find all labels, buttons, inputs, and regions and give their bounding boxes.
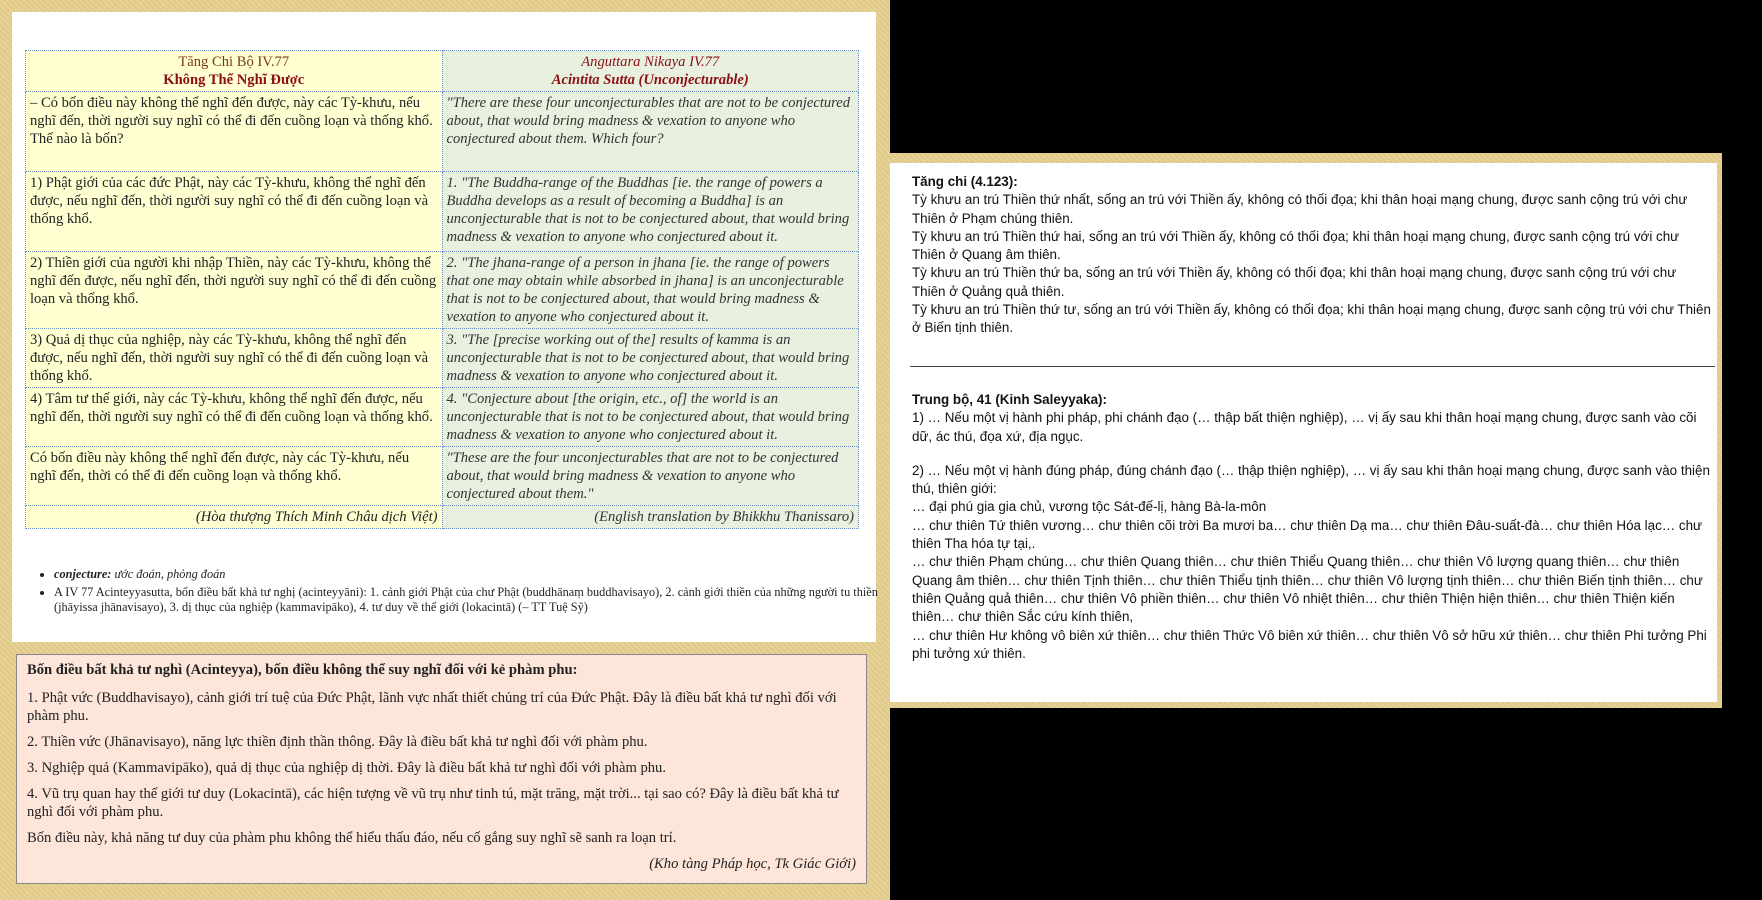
- en-cell: "There are these four unconjecturables that are not to be conjectured about, that would bring madness & vexation to anyone who conjectured about them. Which four?: [442, 92, 859, 172]
- sutta-sheet: [12, 12, 876, 642]
- summary-title: Bốn điều bất khả tư nghì (Acinteyya), bốn điều không thể suy nghĩ đối với kẻ phàm phu:: [27, 662, 578, 678]
- summary-item: Bốn điều này, khả năng tư duy của phàm phu không thể hiểu thấu đáo, nếu cố gắng suy nghĩ sẽ sanh ra loạn trí.: [27, 830, 677, 846]
- en-cell: 1. "The Buddha-range of the Buddhas [ie. the range of powers a Buddha develops as a result of becoming a Buddha] is an unconjecturable that is not to be conjectured about, that would bring madness & vexation to anyone who conjectured about it.: [442, 172, 859, 252]
- en-credit: (English translation by Bhikkhu Thanissaro): [442, 506, 859, 529]
- section-line: Tỳ khưu an trú Thiền thứ nhất, sống an trú với Thiền ấy, không có thối đọa; khi thân hoại mạng chung, được sanh cộng trú với chư Thiên ở Phạm chúng thiên.: [912, 192, 1688, 226]
- majjhima-section: [912, 391, 1712, 663]
- note-term: conjecture:: [54, 567, 112, 581]
- section-paragraph: 2) … Nếu một vị hành đúng pháp, đúng chánh đạo (… thập thiện nghiệp), … vị ấy sau khi thân hoại mạng chung, được sanh vào thiện thú, thiên giới:: [912, 462, 1710, 497]
- summary-item: 3. Nghiệp quả (Kammavipāko), quả dị thục của nghiệp dị thời. Đây là điều bất khả tư nghì đối với phàm phu.: [27, 760, 666, 776]
- summary-box: [16, 654, 867, 884]
- vi-cell: 1) Phật giới của các đức Phật, này các Tỳ-khưu, không thể nghĩ đến được, nếu nghĩ đến, thời người suy nghĩ có thể đi đến cuồng loạn và thống khổ.: [26, 172, 443, 252]
- note-def: ước đoán, phỏng đoán: [111, 567, 226, 581]
- vi-cell: Có bốn điều này không thể nghĩ đến được, này các Tỳ-khưu, nếu nghĩ đến, thời có thể đi đến cuồng loạn và thống khổ.: [26, 447, 443, 506]
- vi-cell: 4) Tâm tư thế giới, này các Tỳ-khưu, không thể nghĩ đến được, nếu nghĩ đến, thời người suy nghĩ có thể đi đến cuồng loạn và thống khổ.: [26, 388, 443, 447]
- en-subtitle: Acintita Sutta (Unconjecturable): [551, 72, 749, 88]
- summary-item: 1. Phật vức (Buddhavisayo), cảnh giới trí tuệ của Đức Phật, lãnh vực nhất thiết chủng trí của Đức Phật. Đây là điều bất khả tư nghì đối với phàm phu.: [27, 690, 837, 724]
- vi-cell: 2) Thiền giới của người khi nhập Thiền, này các Tỳ-khưu, không thể nghĩ đến được, nếu nghĩ đến, thời người suy nghĩ có thể đi đến cuồng loạn và thống khổ.: [26, 252, 443, 329]
- en-cell: 4. "Conjecture about [the origin, etc., of] the world is an unconjecturable that is not to be conjectured about, that would bring madness & vexation to anyone who conjectured about it.: [442, 388, 859, 447]
- table-row: [26, 388, 859, 447]
- vi-header: [26, 51, 443, 92]
- vi-cell: – Có bốn điều này không thể nghĩ đến được, này các Tỳ-khưu, nếu nghĩ đến, thời người suy nghĩ có thể đi đến cuồng loạn và thống khổ. Thế nào là bốn?: [26, 92, 443, 172]
- table-row: [26, 92, 859, 172]
- vi-credit: (Hòa thượng Thích Minh Châu dịch Việt): [26, 506, 443, 529]
- anguttara-section: [912, 173, 1712, 338]
- vi-subtitle: Không Thể Nghĩ Được: [163, 72, 305, 88]
- section-paragraph: 1) … Nếu một vị hành phi pháp, phi chánh đạo (… thập bất thiện nghiệp), … vị ấy sau khi thân hoại mạng chung, được sanh vào cõi dữ, ác thú, đọa xứ, địa ngục.: [912, 410, 1697, 444]
- note-item: [54, 567, 884, 582]
- en-cell: 2. "The jhana-range of a person in jhana [ie. the range of powers that one may obtain while absorbed in jhana] is an unconjecturable that is not to be conjectured about, that would bring madness & vexation to anyone who conjectured about it.: [442, 252, 859, 329]
- summary-item: 4. Vũ trụ quan hay thế giới tư duy (Lokacintā), các hiện tượng về vũ trụ như tinh tú, mặt trăng, mặt trời... tại sao có? Đây là điều bất khả tư nghì đối với phàm phu.: [27, 786, 839, 820]
- section-line: Tỳ khưu an trú Thiền thứ tư, sống an trú với Thiền ấy, không có thối đọa; khi thân hoại mạng chung, được sanh cộng trú với chư Thiên ở Biến tịnh thiên.: [912, 302, 1711, 336]
- en-header: [442, 51, 859, 92]
- section-line: Tỳ khưu an trú Thiền thứ ba, sống an trú với Thiền ấy, không có thối đọa; khi thân hoại mạng chung, được sanh cộng trú với chư Thiên ở Quảng quả thiên.: [912, 265, 1677, 299]
- vi-cell: 3) Quả dị thục của nghiệp, này các Tỳ-khưu, không thể nghĩ đến được, nếu nghĩ đến, thời người suy nghĩ có thể đi đến cuồng loạn và thống khổ.: [26, 329, 443, 388]
- summary-source: (Kho tàng Pháp học, Tk Giác Giới): [649, 856, 856, 872]
- table-row: [26, 172, 859, 252]
- section-line: Tỳ khưu an trú Thiền thứ hai, sống an trú với Thiền ấy, không có thối đọa; khi thân hoại mạng chung, được sanh cộng trú với chư Thiên ở Quang âm thiên.: [912, 228, 1680, 263]
- credit-row: [26, 506, 859, 529]
- en-cell: 3. "The [precise working out of the] results of kamma is an unconjecturable that is not to be conjectured about, that would bring madness & vexation to anyone who conjectured about it.: [442, 329, 859, 388]
- section-line: … chư thiên Tứ thiên vương… chư thiên cõi trời Ba mươi ba… chư thiên Dạ ma… chư thiên Đâu-suất-đà… chư thiên Hóa lạc… chư thiên Tha hóa tự tại,.: [912, 517, 1703, 552]
- sutta-table: [25, 50, 859, 529]
- table-row: [26, 447, 859, 506]
- section-line: … chư thiên Phạm chúng… chư thiên Quang thiên… chư thiên Thiểu Quang thiên… chư thiên Vô lượng quang thiên… chư thiên Quang âm thiên… chư thiên Tịnh thiên… chư thiên Thiểu tịnh thiên… chư thiên Vô lượng tịnh thiên… chư thiên Biến tịnh thiên… chư thiên Quảng quả thiên… chư thiên Vô phiền thiên… chư thiên Vô nhiệt thiên… chư thiên Thiện hiện thiên… chư thiên Thiện kiến thiên… chư thiên Sắc cứu kính thiên,: [912, 554, 1703, 625]
- table-row: [26, 329, 859, 388]
- table-header-row: [26, 51, 859, 92]
- section-title: Tăng chi (4.123):: [912, 174, 1018, 189]
- note-item: • A IV 77 Acinteyyasutta, bốn điều bất khả tư nghị (acinteyyāni): 1. cảnh giới Phật của chư Phật (buddhānaṃ buddhavisayo), 2. cảnh giới thiền của những người tu thiền (jhāyissa jhānavisayo), 3. dị thục của nghiệp (kammavipāko), 4. tư duy về thế giới (lokacintā) (– TT Tuệ Sỹ): [54, 585, 884, 615]
- notes-list: [42, 567, 884, 618]
- section-divider: [910, 366, 1715, 367]
- vi-title: Tăng Chi Bộ IV.77: [178, 54, 290, 70]
- en-title: Anguttara Nikaya IV.77: [581, 54, 720, 70]
- section-line: … đại phú gia gia chủ, vương tộc Sát-đế-lị, hàng Bà-la-môn: [912, 499, 1267, 515]
- table-row: [26, 252, 859, 329]
- en-cell: "These are the four unconjecturables that are not to be conjectured about, that would bring madness & vexation to anyone who conjectured about them.": [442, 447, 859, 506]
- section-line: … chư thiên Hư không vô biên xứ thiên… chư thiên Thức Vô biên xứ thiên… chư thiên Vô sở hữu xứ thiên… chư thiên Phi tưởng Phi phi tưởng xứ thiên.: [912, 627, 1707, 661]
- right-sheet: [890, 163, 1717, 702]
- summary-item: 2. Thiền vức (Jhānavisayo), năng lực thiền định thần thông. Đây là điều bất khả tư nghì đối với phàm phu.: [27, 734, 648, 750]
- right-panel: [881, 153, 1722, 708]
- section-title: Trung bộ, 41 (Kinh Saleyyaka):: [912, 392, 1107, 407]
